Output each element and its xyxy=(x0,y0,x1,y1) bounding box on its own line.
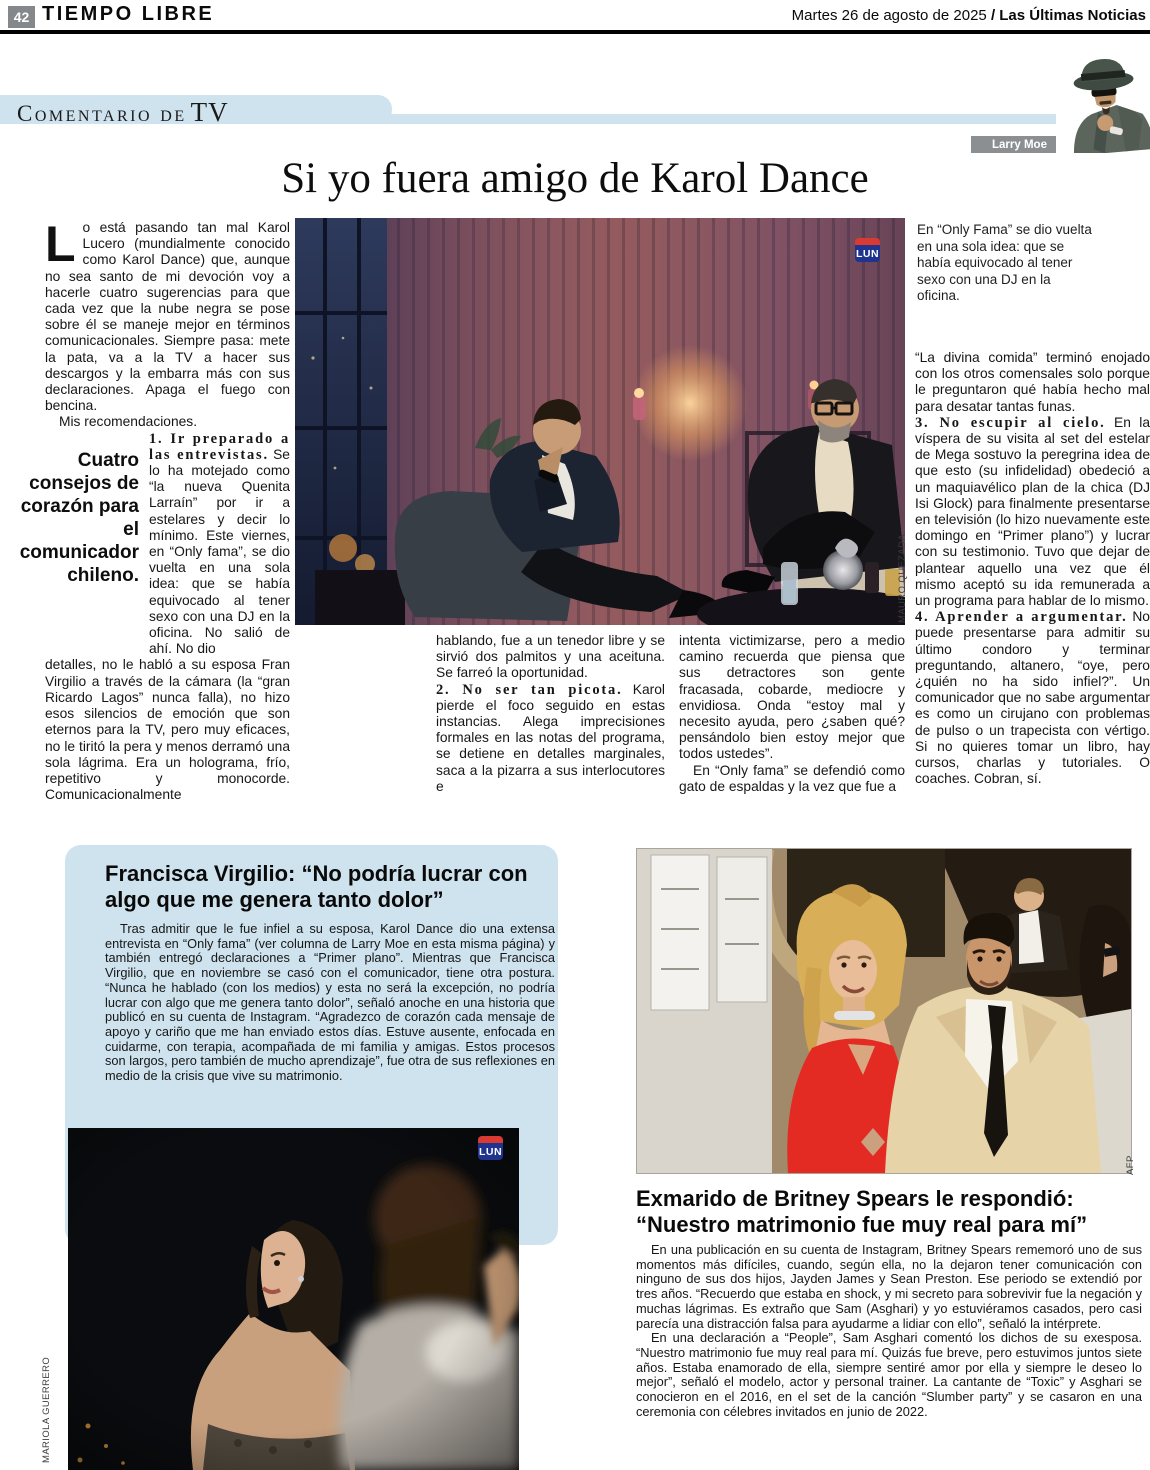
lede-paragraph: Lo está pasando tan mal Karol Lucero (mundialmente conocido como Karol Dance) que, aunque no sea santo de mi devoción voy a hacerle cuatro sugerencias para que cada vez que la nube negra se pose sobre él se maneje mejor en términos comunicacionales. Siempre pasa: mete la pata, va a la TV a hacer sus descargos y la embarra más con sus declaraciones. Apaga el fuego con bencina. xyxy=(45,216,290,414)
header-rule xyxy=(0,30,1150,34)
paragraph: En una publicación en su cuenta de Instagram, Britney Spears rememoró uno de sus momentos más difíciles, cuando, según ella, no la dejaron tener comunicación con ninguno de sus dos hijos, Jayden James y Sean Preston. Ese periodo se extendió por tres años. “Recuerdo que estaba en shock, y mi secreto para sobrevivir fue la negación y muchas lágrimas. Es extraño que Sam (Asghari) y yo estuviéramos casados, pero casi parecía una distracción falsa para ayudarme a lidiar con ello”, señaló la intérprete. xyxy=(636,1242,1142,1331)
tip-4: 4. Aprender a argumentar. No puede presentarse para admitir su último condoro y terminar preguntando, altanero, “oye, pero ¿quién no ha sido infiel?”. Un comunicador que no sabe argumentar es como un cirujano con problemas de pulso o un trapecista con vértigo. Si no quieres tomar un libro, hay cursos, charlas y tutoriales. O coaches. Cobran, sí. xyxy=(915,609,1150,787)
tip-2-lead: 2. No ser tan picota. xyxy=(436,681,623,698)
article-column-2 xyxy=(436,633,665,795)
section-title: TIEMPO LIBRE xyxy=(42,3,215,25)
virgilio-photo-credit: MARIOLA GUERRERO xyxy=(41,1356,52,1463)
author-portrait xyxy=(1056,56,1150,153)
tip-2: 2. No ser tan picota. Karol pierde el foco seguido en estas instancias. Alega imprecisiones formales en las notas del programa, se detiene en detalles marginales, saca a la pizarra a sus interlocutores e xyxy=(436,681,665,794)
lun-logo-red-bar xyxy=(478,1136,503,1143)
paragraph: En una declaración a “People”, Sam Asghari comentó los dichos de su exesposa. “Nuestro matrimonio fue muy real para mí. Quizás fue breve, pero estuvimos juntos siete años. Estaba enamorado de ella, siempre sentiré amor por ella y siempre le deseo lo mejor”, señaló el modelo, actor y personal trainer. La cantante de “Toxic” y Asghari se conocieron en el 2016, en el set de la canción “Slumber party” y se casaron en una ceremonia con célebres invitados en junio de 2022. xyxy=(636,1330,1142,1419)
paragraph: Tras admitir que le fue infiel a su esposa, Karol Dance dio una extensa entrevista en “Only fama” (ver columna de Larry Moe en esta misma página) y también entregó declaraciones a “Primer plano”. Mientras que Francisca Virgilio, que en noviembre se casó con el comunicador, tiene otra postura. “Nunca he hablado (con los medios) y esta no será la excepción, no podría lucrar con algo que me genera tanto dolor”, señaló anoche en una historia que publicó en su cuenta de Instagram. “Agradezco de corazón cada mensaje de apoyo y cariño que me han enviado estos días. Estuve ausente, enfocada en cuidarme, con terapia, acompañada de mi familia y amigas. Estos procesos son largos, pero también de mucho aprendizaje”, fue otra de sus reflexiones en medio de la crisis que vive su matrimonio. xyxy=(105,921,555,1084)
article-column-4 xyxy=(915,350,1150,787)
paragraph: “La divina comida” terminó enojado con los otros comensales solo porque le preguntaron qué había hecho mal para desatar tantas funas. xyxy=(915,350,1150,414)
dateline xyxy=(792,7,1146,24)
paragraph: Mis recomendaciones. xyxy=(59,414,198,430)
lun-logo xyxy=(478,1136,503,1160)
britney-photo-credit: AFP xyxy=(1125,1155,1136,1175)
newspaper-name: / Las Últimas Noticias xyxy=(990,7,1146,24)
lun-logo xyxy=(855,238,880,262)
lun-logo-text: LUN xyxy=(478,1143,503,1160)
lun-logo-text: LUN xyxy=(855,245,880,262)
gala-scene xyxy=(68,1128,519,1470)
pull-quote: Cuatro consejos de corazón para el comunicador chileno. xyxy=(19,449,139,586)
tip-3: 3. No escupir al cielo. En la víspera de su visita al set del estelar de Mega sostuvo la peregrina idea de que esto (su infidelidad) obedeció a un maquiavélico plan de la chica (DJ Isi Glock) para finalmente presentarse en televisión (lo hizo nuevamente este domingo en “Primer plano”) y lucrar con su testimonio. Tuvo que dejar de plantear aquello una vez que él mismo aceptó su ida remunerada a un programa para hablar de lo mismo. xyxy=(915,414,1150,609)
drop-cap: L xyxy=(45,216,76,272)
tip-3-lead: 3. No escupir al cielo. xyxy=(915,414,1106,431)
britney-body xyxy=(636,1243,1142,1419)
red-carpet-scene xyxy=(637,849,1131,1173)
larry-moe-illustration xyxy=(1056,56,1150,153)
main-photo-talk-show xyxy=(295,218,905,625)
article-column-1 xyxy=(19,216,290,803)
pull-quote-wrap xyxy=(19,431,290,658)
britney-photo xyxy=(636,848,1132,1174)
virgilio-headline: Francisca Virgilio: “No podría lucrar con algo que me genera tanto dolor” xyxy=(105,861,528,912)
talk-show-scene xyxy=(295,218,905,625)
author-name-badge: Larry Moe xyxy=(971,136,1068,153)
paragraph: intenta victimizarse, pero a medio camino recuerda que piensa que sus detractores son gente fracasada, cobarde, mediocre y envidiosa. Onda “estoy mal y necesito ayuda, pero ¿saben qué? pensándolo bien estoy mejor que todos ustedes”. xyxy=(679,633,905,762)
article-column-3 xyxy=(679,633,905,795)
main-photo-credit: MAURO QUEZADA. xyxy=(897,530,908,623)
lun-logo-red-bar xyxy=(855,238,880,245)
paragraph: En “Only fama” se defendió como gato de espaldas y la vez que fue a xyxy=(679,762,905,794)
virgilio-photo xyxy=(68,1128,519,1470)
column-header-tv: TV xyxy=(190,97,229,127)
paragraph: detalles, no le habló a su esposa Fran Virgilio a través de la cámara (la “gran Ricardo Lagos” nunca falla), no hizo esos silencios de emoción que son eternos para la TV, pero muy eficaces, no le tiritó la pera y menos derramó una sola lágrima. Era un holograma, frío, repetitivo y monocorde. Comunicacionalmente xyxy=(45,657,290,803)
tip-1-lead: 1. Ir preparado a las entrevistas. xyxy=(149,430,290,463)
tip-1: 1. Ir preparado a las entrevistas. Se lo ha motejado como “la nueva Quenita Larraín” por ir a estelares y decir lo mínimo. Este viernes, en “Only fama”, se dio vuelta en una sola idea: que se había equivocado al tener sexo con una DJ en la oficina. No salió de ahí. No dio xyxy=(149,430,290,657)
britney-headline: Exmarido de Britney Spears le respondió: “Nuestro matrimonio fue muy real para mí” xyxy=(636,1186,1088,1237)
column-header xyxy=(17,97,229,128)
main-photo-caption: En “Only Fama” se dio vuelta en una sola idea: que se había equivocado al tener sexo con una DJ en la oficina. xyxy=(917,222,1092,303)
page-number: 42 xyxy=(8,6,35,28)
tip-4-lead: 4. Aprender a argumentar. xyxy=(915,609,1128,626)
virgilio-body xyxy=(105,922,555,1084)
paragraph: hablando, fue a un tenedor libre y se sirvió dos palmitos y una aceituna. Se farreó la oportunidad. xyxy=(436,633,665,681)
main-headline: Si yo fuera amigo de Karol Dance xyxy=(281,155,869,202)
column-header-label: Comentario de xyxy=(17,101,187,126)
date-text: Martes 26 de agosto de 2025 xyxy=(791,7,987,24)
